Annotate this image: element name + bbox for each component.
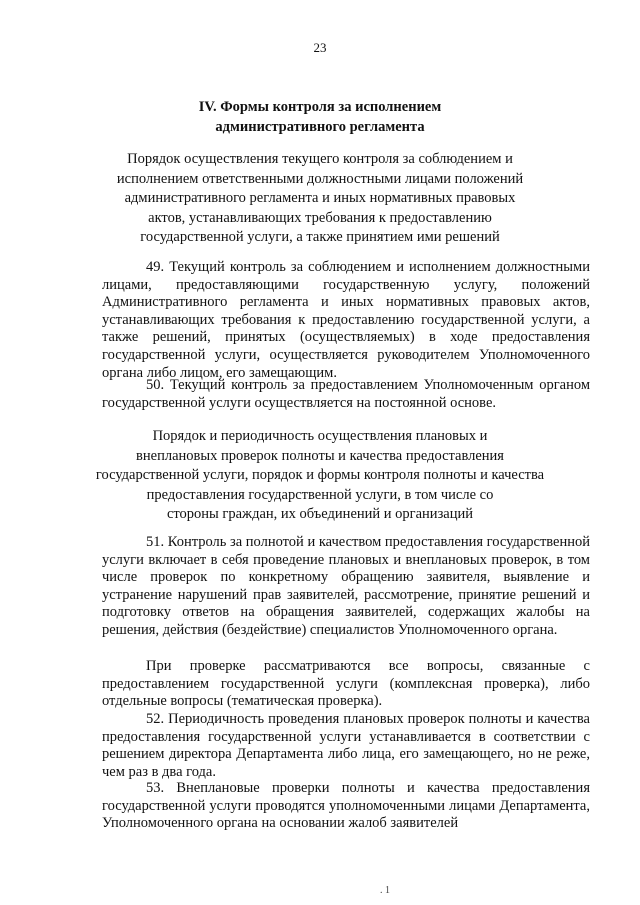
subheading-line: Порядок осуществления текущего контроля за соблюдением и bbox=[127, 151, 513, 167]
paragraph-50: 50. Текущий контроль за предоставлением Уполномоченным органом государственной услуги осуществляется на постоянной основе. bbox=[102, 377, 590, 411]
subheading-line: актов, устанавливающих требования к предоставлению bbox=[148, 209, 492, 226]
subheading-line: предоставления государственной услуги, в том числе со bbox=[146, 486, 494, 503]
paragraph-inspection-scope: При проверке рассматриваются все вопросы, связанные с предоставлением государственной услуги (комплексная проверка), либо отдельные вопросы (тематическая проверка). bbox=[102, 658, 590, 710]
subheading-inspections bbox=[90, 427, 550, 525]
subheading-line: стороны граждан, их объединений и организаций bbox=[166, 506, 474, 522]
section-title-line-1: IV. Формы контроля за исполнением bbox=[198, 99, 442, 115]
paragraph-49: 49. Текущий контроль за соблюдением и исполнением должностными лицами, предоставляющими государственную услугу, положений Административного регламента и иных нормативных правовых актов, устанавливающих требования к предоставлению государственной услуги, а также решений, принятых (осуществляемых) в ходе предоставления государственной услуги, осуществляется руководителем Уполномоченного органа либо лицом, его замещающим. bbox=[102, 259, 590, 381]
paragraph-52: 52. Периодичность проведения плановых проверок полноты и качества предоставления государственной услуги устанавливается в соответствии с решением директора Департамента либо лица, его замещающего, но не реже, чем раз в два года. bbox=[102, 711, 590, 780]
paragraph-53: 53. Внеплановые проверки полноты и качества предоставления государственной услуги проводятся уполномоченными лицами Департамента, Уполномоченного органа на основании жалоб заявителей bbox=[102, 780, 590, 832]
paragraph-51: 51. Контроль за полнотой и качеством предоставления государственной услуги включает в себя проведение плановых и внеплановых проверок, в том числе проверок по конкретному обращению заявителя, выявление и устранение нарушений прав заявителей, рассмотрение, принятие решений и подготовку ответов на обращения заявителей, содержащих жалобы на решения, действия (бездействие) специалистов Уполномоченного органа. bbox=[102, 534, 591, 638]
subheading-line: исполнением ответственными должностными лицами положений bbox=[116, 170, 524, 187]
subheading-line: внеплановых проверок полноты и качества предоставления bbox=[136, 447, 504, 464]
section-title-line-2: административного регламента bbox=[215, 119, 425, 135]
subheading-line: государственной услуги, а также принятием ими решений bbox=[140, 229, 500, 245]
subheading-line: административного регламента и иных нормативных правовых bbox=[124, 190, 516, 206]
footer-mark: . 1 bbox=[380, 885, 390, 896]
page-number: 23 bbox=[313, 40, 327, 55]
section-title bbox=[0, 97, 640, 137]
subheading-line: государственной услуги, порядок и формы контроля полноты и качества bbox=[95, 467, 545, 483]
subheading-current-control bbox=[90, 150, 550, 248]
subheading-line: Порядок и периодичность осуществления плановых и bbox=[152, 428, 488, 444]
